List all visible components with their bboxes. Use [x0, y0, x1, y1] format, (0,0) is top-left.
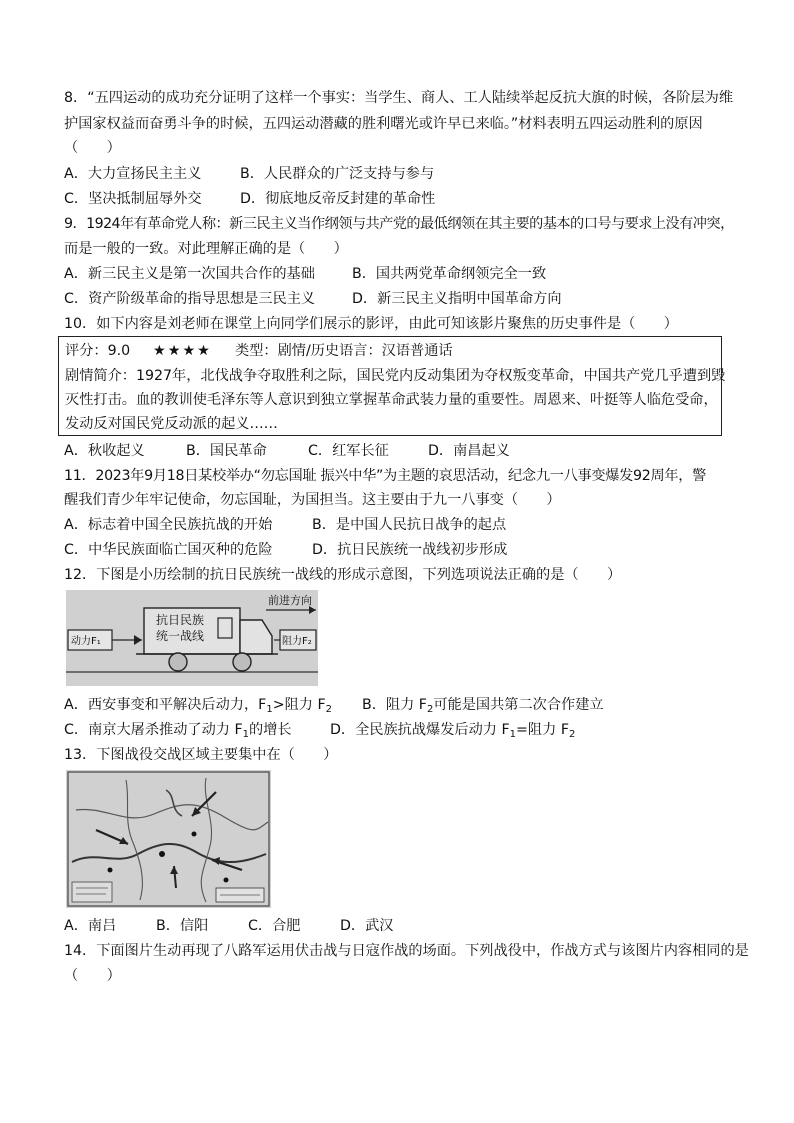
front-wheel	[233, 653, 251, 671]
q10-option-d[interactable]: D．南昌起义	[428, 443, 510, 459]
truck-label-2: 统一战线	[156, 629, 205, 643]
q10-stem: 10．如下内容是刘老师在课堂上向同学们展示的影评，由此可知该影片聚焦的历史事件是（ ）	[64, 316, 678, 332]
q9-option-c[interactable]: C．资产阶级革命的指导思想是三民主义	[64, 291, 316, 307]
left-force-label: 动力F₁	[71, 636, 101, 647]
battle-map-svg	[66, 770, 271, 908]
q8-option-d[interactable]: D．彻底地反帝反封建的革命性	[240, 191, 436, 207]
q10-option-c[interactable]: C．红军长征	[308, 443, 389, 459]
q11-option-b[interactable]: B．是中国人民抗日战争的起点	[312, 517, 507, 533]
review-stars: ★★★★	[153, 343, 212, 359]
q12-option-c[interactable]: C．南京大屠杀推动了动力 $F_1$的增长	[64, 722, 292, 740]
movie-review-box	[58, 336, 726, 436]
q9-stem-line1: 9．1924年有革命党人称：新三民主义当作纲领与共产党的最低纲领在其主要的基本的口号与要求上没有冲突，	[64, 216, 734, 232]
q8-option-b[interactable]: B．人民群众的广泛支持与参与	[240, 166, 435, 182]
review-summary-line3: 发动反对国民党反动派的起义……	[65, 416, 278, 432]
right-force-label: 阻力F₂	[282, 636, 312, 647]
q9-option-a[interactable]: A．新三民主义是第一次国共合作的基础	[64, 266, 315, 282]
review-rating: 评分：9.0	[65, 343, 131, 359]
q10-option-a[interactable]: A．秋收起义	[64, 443, 145, 459]
rear-wheel	[169, 653, 187, 671]
q9-option-b[interactable]: B．国共两党革命纲领完全一致	[352, 266, 547, 282]
q11-option-a[interactable]: A．标志着中国全民族抗战的开始	[64, 517, 273, 533]
q11-stem-line1: 11．2023年9月18日某校举办“勿忘国耻 振兴中华”为主题的哀思活动，纪念九一八事变爆发92周年，警	[64, 468, 707, 484]
q8-stem-line2: 护国家权益而奋勇斗争的时候，五四运动潜藏的胜利曙光或许早已来临。”材料表明五四运动胜利的原因	[64, 116, 703, 132]
q14-stem-line1: 14．下面图片生动再现了八路军运用伏击战与日寇作战的场面。下列战役中，作战方式与该图片内容相同的是	[64, 943, 749, 959]
q12-option-b[interactable]: B．阻力 $F_2$可能是国共第二次合作建立	[362, 697, 604, 715]
battle-map	[66, 770, 271, 908]
q8-option-c[interactable]: C．坚决抵制屈辱外交	[64, 191, 202, 207]
review-summary-line1: 剧情简介：1927年，北伐战争夺取胜利之际，国民党内反动集团为夺权叛变革命，中国共产党几乎遭到毁	[65, 368, 726, 384]
q9-option-d[interactable]: D．新三民主义指明中国革命方向	[352, 291, 562, 307]
q14-answer-blank: （ ）	[64, 968, 121, 984]
q8-option-a[interactable]: A．大力宣扬民主主义	[64, 166, 202, 182]
q9-stem-line2: 而是一般的一致。对此理解正确的是（ ）	[64, 241, 348, 257]
q12-stem: 12．下图是小历绘制的抗日民族统一战线的形成示意图，下列选项说法正确的是（ ）	[64, 567, 622, 583]
q13-stem: 13．下图战役交战区域主要集中在（ ）	[64, 747, 338, 763]
review-summary-line2: 灭性打击。血的教训使毛泽东等人意识到独立掌握革命武装力量的重要性。周恩来、叶挺等人临危受命，	[65, 392, 718, 408]
q12-option-d[interactable]: D．全民族抗战爆发后动力 $F_1=$阻力 $F_2$	[330, 722, 576, 740]
q13-option-a[interactable]: A．南吕	[64, 918, 117, 934]
truck-label-1: 抗日民族	[156, 613, 205, 627]
q13-option-c[interactable]: C．合肥	[248, 918, 301, 934]
q12-option-a[interactable]: A．西安事变和平解决后动力，$F_1>$阻力 $F_2$	[64, 697, 332, 715]
q13-option-d[interactable]: D．武汉	[340, 918, 394, 934]
q8-stem-line1: 8．“五四运动的成功充分证明了这样一个事实：当学生、商人、工人陆续举起反抗大旗的时候，各阶层为维	[64, 90, 734, 106]
q11-option-c[interactable]: C．中华民族面临亡国灭种的危险	[64, 542, 273, 558]
united-front-diagram	[66, 590, 318, 686]
direction-label: 前进方向	[268, 594, 312, 607]
q8-answer-blank: （ ）	[64, 140, 121, 156]
q13-option-b[interactable]: B．信阳	[156, 918, 209, 934]
truck-diagram-svg	[66, 590, 318, 686]
q11-option-d[interactable]: D．抗日民族统一战线初步形成	[312, 542, 508, 558]
q10-option-b[interactable]: B．国民革命	[186, 443, 267, 459]
review-type: 类型：剧情/历史语言：汉语普通话	[235, 343, 453, 359]
q11-stem-line2: 醒我们青少年牢记使命，勿忘国耻，为国担当。这主要由于九一八事变（ ）	[64, 492, 561, 508]
